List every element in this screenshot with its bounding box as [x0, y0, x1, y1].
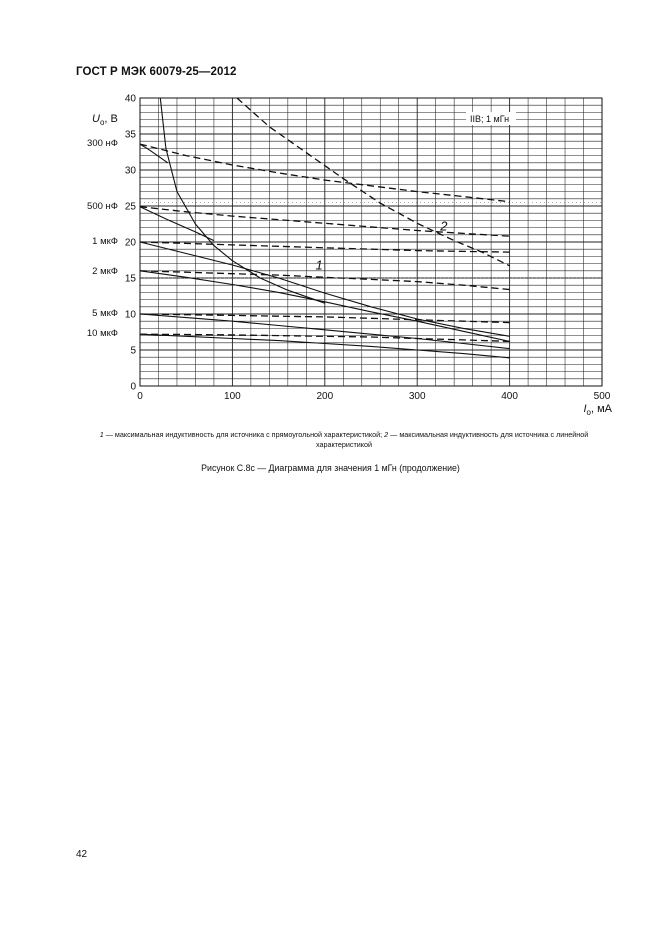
capacitance-label: 300 нФ	[87, 138, 118, 150]
x-tick-label: 400	[501, 391, 518, 402]
y-tick-label: 10	[124, 309, 136, 321]
x-tick-label: 300	[408, 391, 426, 402]
curve-label: 2	[440, 218, 448, 234]
curve-label: 1	[315, 257, 323, 273]
y-tick-label: 5	[130, 345, 136, 357]
x-tick-label: 100	[224, 391, 241, 402]
y-tick-label: 35	[124, 129, 136, 141]
capacitance-label: 500 нФ	[87, 200, 118, 212]
y-tick-label: 25	[124, 201, 136, 213]
x-tick-label: 0	[137, 391, 143, 402]
inductance-chart	[0, 0, 661, 440]
figure-caption: Рисунок С.8с — Диаграмма для значения 1 мГн (продолжение)	[201, 463, 460, 473]
legend-text-1: — максимальная индуктивность для источника с прямоугольной характеристикой;	[103, 430, 385, 439]
y-axis-label	[92, 113, 118, 127]
legend-text-2: — максимальная индуктивность для источника с линейной характеристикой	[315, 430, 589, 449]
axis-unit: , В	[104, 113, 118, 125]
curve-labels	[316, 218, 449, 272]
page-number: 42	[76, 849, 88, 860]
y-tick-label: 0	[130, 381, 136, 393]
x-axis-label	[583, 403, 612, 417]
x-tick-label: 200	[316, 391, 334, 402]
capacitance-label: 1 мкФ	[92, 236, 118, 247]
grid-lines	[140, 98, 602, 386]
chart-annotation: IIB; 1 мГн	[470, 114, 510, 124]
document-header: ГОСТ Р МЭК 60079-25—2012	[76, 66, 237, 78]
axis-symbol: U	[92, 113, 100, 125]
y-tick-label: 20	[124, 237, 136, 249]
tick-labels	[125, 94, 611, 403]
capacitance-label: 5 мкФ	[92, 308, 118, 319]
y-tick-label: 40	[124, 93, 136, 105]
y-tick-label: 15	[124, 273, 136, 285]
capacitance-label: 2 мкФ	[92, 265, 118, 277]
x-tick-label: 500	[593, 391, 611, 402]
y-tick-label: 30	[124, 165, 136, 177]
legend-number-2: 2	[384, 430, 389, 439]
axis-subscript: o	[99, 118, 105, 127]
capacitance-label: 10 мкФ	[86, 328, 118, 340]
legend-number-1: 1	[99, 430, 104, 439]
axis-symbol: I	[583, 403, 587, 415]
axis-subscript: o	[586, 408, 591, 417]
axis-unit: , мА	[590, 403, 612, 415]
legend-caption	[88, 430, 600, 450]
